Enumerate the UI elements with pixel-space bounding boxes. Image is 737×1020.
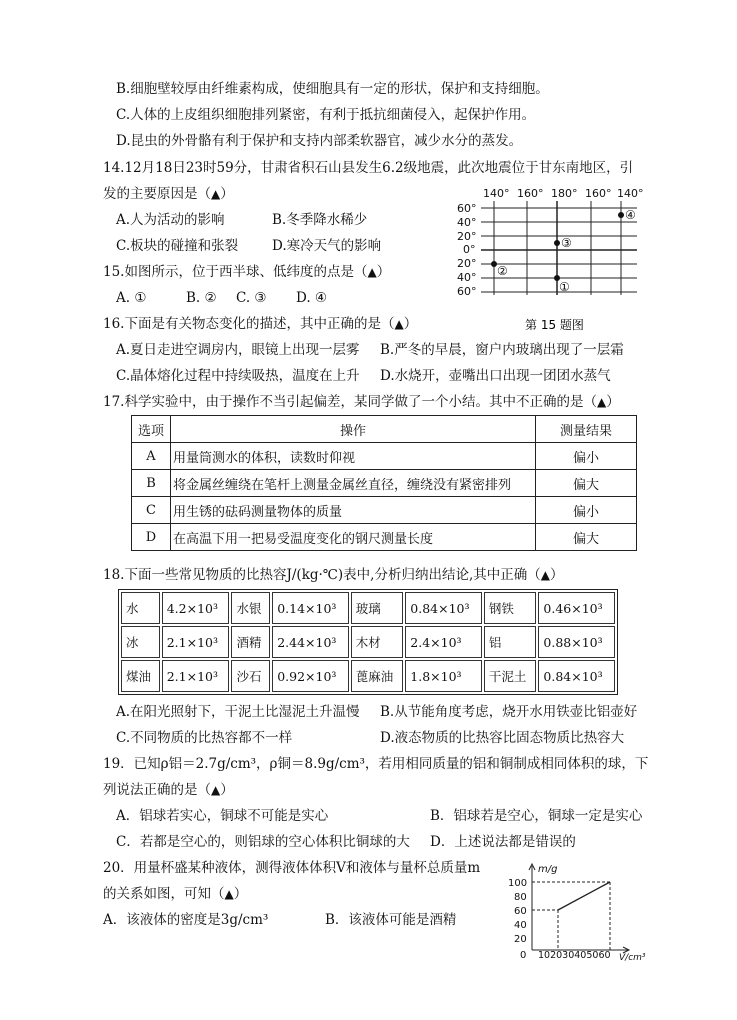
q14-option-d: D.寒冷天气的影响 [272, 238, 382, 254]
table-header: 操作 [171, 416, 536, 443]
table-row [121, 660, 615, 692]
q16-stem: 16.下面是有关物态变化的描述，其中正确的是（▲） [103, 316, 418, 332]
table-header-row [132, 416, 637, 443]
answer-triangle: ▲ [211, 783, 221, 797]
table-cell: 2.1×10³ [162, 626, 230, 658]
table-cell: 0.88×10³ [538, 626, 615, 658]
answer-triangle: ▲ [367, 265, 377, 279]
q15-option-b: B. ② [186, 290, 217, 306]
point-3-marker [554, 240, 560, 246]
table-cell: 沙石 [231, 660, 270, 692]
y-tick-label: 40 [514, 920, 527, 931]
lat-label: 0° [463, 243, 476, 256]
table-cell: 用生锈的砝码测量物体的质量 [171, 497, 536, 524]
table-cell: 木材 [351, 626, 404, 658]
q18-stem: 18.下面一些常见物质的比热容J/(kg·℃)表中,分析归纳出结论,其中正确（▲） [103, 567, 564, 583]
data-line [558, 882, 610, 910]
table-cell: D [132, 524, 171, 551]
q15-option-d: D. ④ [296, 290, 328, 306]
answer-triangle: ▲ [540, 568, 550, 582]
point-label: ② [497, 264, 508, 278]
table-cell: 2.1×10³ [162, 660, 230, 692]
q15-option-c: C. ③ [236, 290, 267, 306]
q17-table [131, 415, 637, 551]
table-row [132, 443, 637, 470]
table-cell: 0.92×10³ [272, 660, 349, 692]
q19-stem: 19．已知ρ铝＝2.7g/cm³，ρ铜＝8.9g/cm³，若用相同质量的铝和铜制成相同体积的球，下 [103, 756, 649, 772]
q14-option-a: A.人为活动的影响 [116, 212, 225, 228]
table-cell: 偏小 [536, 443, 637, 470]
table-row [132, 470, 637, 497]
table-cell: 酒精 [231, 626, 270, 658]
table-cell: 4.2×10³ [162, 592, 230, 624]
table-header: 测量结果 [536, 416, 637, 443]
y-tick-label: 20 [514, 934, 527, 945]
y-tick-label: 80 [514, 892, 527, 903]
q19-option-d: D．上述说法都是错误的 [430, 834, 576, 850]
q16-option-a: A.夏日走进空调房内，眼镜上出现一层雾 [116, 342, 360, 358]
y-tick-label: 60 [514, 906, 527, 917]
q15-stem: 15.如图所示，位于西半球、低纬度的点是（▲） [103, 264, 391, 280]
answer-triangle: ▲ [224, 887, 234, 901]
q20-option-a: A．该液体的密度是3g/cm³ [103, 912, 269, 928]
table-cell: 0.46×10³ [538, 592, 615, 624]
table-cell: 偏大 [536, 524, 637, 551]
q16-option-b: B.严冬的早晨，窗户内玻璃出现了一层霜 [380, 342, 624, 358]
q19-option-a: A．铝球若实心，铜球不可能是实心 [116, 808, 329, 824]
table-cell: 铝 [484, 626, 537, 658]
answer-triangle: ▲ [211, 187, 221, 201]
table-cell: 水银 [231, 592, 270, 624]
q18-option-a: A.在阳光照射下，干泥土比湿泥土升温慢 [116, 704, 360, 720]
table-cell: C [132, 497, 171, 524]
q15-option-a: A. ① [116, 290, 147, 306]
lat-label: 60° [457, 285, 477, 298]
table-cell: A [132, 443, 171, 470]
table-cell: 煤油 [121, 660, 160, 692]
table-header: 选项 [132, 416, 171, 443]
q20-stem-cont: 的关系如图，可知（▲） [103, 886, 248, 902]
q18-option-b: B.从节能角度考虑，烧开水用铁壶比铝壶好 [380, 704, 638, 720]
origin-label: 0 [520, 950, 527, 961]
y-axis-label: m/g [538, 864, 558, 875]
table-cell: 用量筒测水的体积，读数时仰视 [171, 443, 536, 470]
table-row [121, 592, 615, 624]
table-cell: 冰 [121, 626, 160, 658]
point-label: ④ [625, 208, 636, 222]
q16-option-c: C.晶体熔化过程中持续吸热，温度在上升 [116, 368, 360, 384]
q13-option-c: C.人体的上皮组织细胞排列紧密，有利于抵抗细菌侵入，起保护作用。 [116, 107, 536, 123]
q14-option-c: C.板块的碰撞和张裂 [116, 238, 239, 254]
q14-option-b: B.冬季降水稀少 [272, 212, 368, 228]
lon-label: 180° [551, 187, 578, 200]
table-cell: 水 [121, 592, 160, 624]
lon-label: 160° [585, 187, 612, 200]
lon-label: 140° [483, 187, 510, 200]
table-cell: 0.84×10³ [538, 660, 615, 692]
table-cell: 玻璃 [351, 592, 404, 624]
lat-label: 40° [457, 216, 477, 229]
point-label: ③ [561, 236, 572, 250]
q19-stem-cont: 列说法正确的是（▲） [103, 782, 234, 798]
q14-stem: 14.12月18日23时59分，甘肃省积石山县发生6.2级地震，此次地震位于甘东南地区，引 [103, 160, 634, 176]
point-4-marker [618, 212, 624, 218]
answer-triangle: ▲ [596, 395, 607, 409]
q18-specific-heat-table [118, 589, 618, 695]
lon-label: 160° [517, 187, 544, 200]
table-cell: 2.4×10³ [405, 626, 482, 658]
mass-volume-graph [506, 860, 656, 968]
table-cell: 偏大 [536, 470, 637, 497]
table-row [132, 497, 637, 524]
q16-option-d: D.水烧开，壶嘴出口出现一团团水蒸气 [380, 368, 611, 384]
q20-stem: 20．用量杯盛某种液体，测得液体体积V和液体与量杯总质量m [103, 860, 481, 876]
table-row [132, 524, 637, 551]
y-tick-label: 100 [508, 878, 528, 889]
lat-label: 20° [457, 257, 477, 270]
point-label: ① [559, 280, 570, 294]
q17-stem: 17.科学实验中，由于操作不当引起偏差，某同学做了一个小结。其中不正确的是（▲） [103, 394, 620, 410]
q13-option-d: D.昆虫的外骨骼有利于保护和支持内部柔软器官，减少水分的蒸发。 [116, 133, 523, 149]
q20-option-b: B．该液体可能是酒精 [325, 912, 457, 928]
q18-option-d: D.液态物质的比热容比固态物质比热容大 [380, 730, 625, 746]
lat-label: 40° [457, 271, 477, 284]
table-row [121, 626, 615, 658]
table-cell: 钢铁 [484, 592, 537, 624]
q19-option-c: C．若都是空心的，则铝球的空心体积比铜球的大 [116, 834, 410, 850]
table-cell: 1.8×10³ [405, 660, 482, 692]
table-cell: 0.14×10³ [272, 592, 349, 624]
q14-stem-text: 发的主要原因是（ [103, 186, 211, 202]
lat-label: 20° [457, 230, 477, 243]
table-cell: B [132, 470, 171, 497]
table-cell: 将金属丝缠绕在笔杆上测量金属丝直径，缠绕没有紧密排列 [171, 470, 536, 497]
lat-label: 60° [457, 202, 477, 215]
table-cell: 偏小 [536, 497, 637, 524]
q13-option-b: B.细胞壁较厚由纤维素构成，使细胞具有一定的形状，保护和支持细胞。 [116, 81, 549, 97]
figure-caption: 第 15 题图 [525, 318, 584, 332]
x-tick-labels: 102030405060 [538, 950, 611, 961]
answer-triangle: ▲ [394, 317, 404, 331]
table-cell: 蓖麻油 [351, 660, 404, 692]
table-cell: 在高温下用一把易受温度变化的钢尺测量长度 [171, 524, 536, 551]
x-axis-label: V/cm³ [619, 953, 646, 963]
table-cell: 0.84×10³ [405, 592, 482, 624]
q19-option-b: B．铝球若是空心，铜球一定是实心 [430, 808, 643, 824]
q14-stem-cont: 发的主要原因是（▲） [103, 186, 234, 202]
q18-option-c: C.不同物质的比热容都不一样 [116, 730, 293, 746]
table-cell: 干泥土 [484, 660, 537, 692]
table-cell: 2.44×10³ [272, 626, 349, 658]
lat-lon-grid-figure [455, 185, 645, 335]
lon-label: 140° [617, 187, 644, 200]
